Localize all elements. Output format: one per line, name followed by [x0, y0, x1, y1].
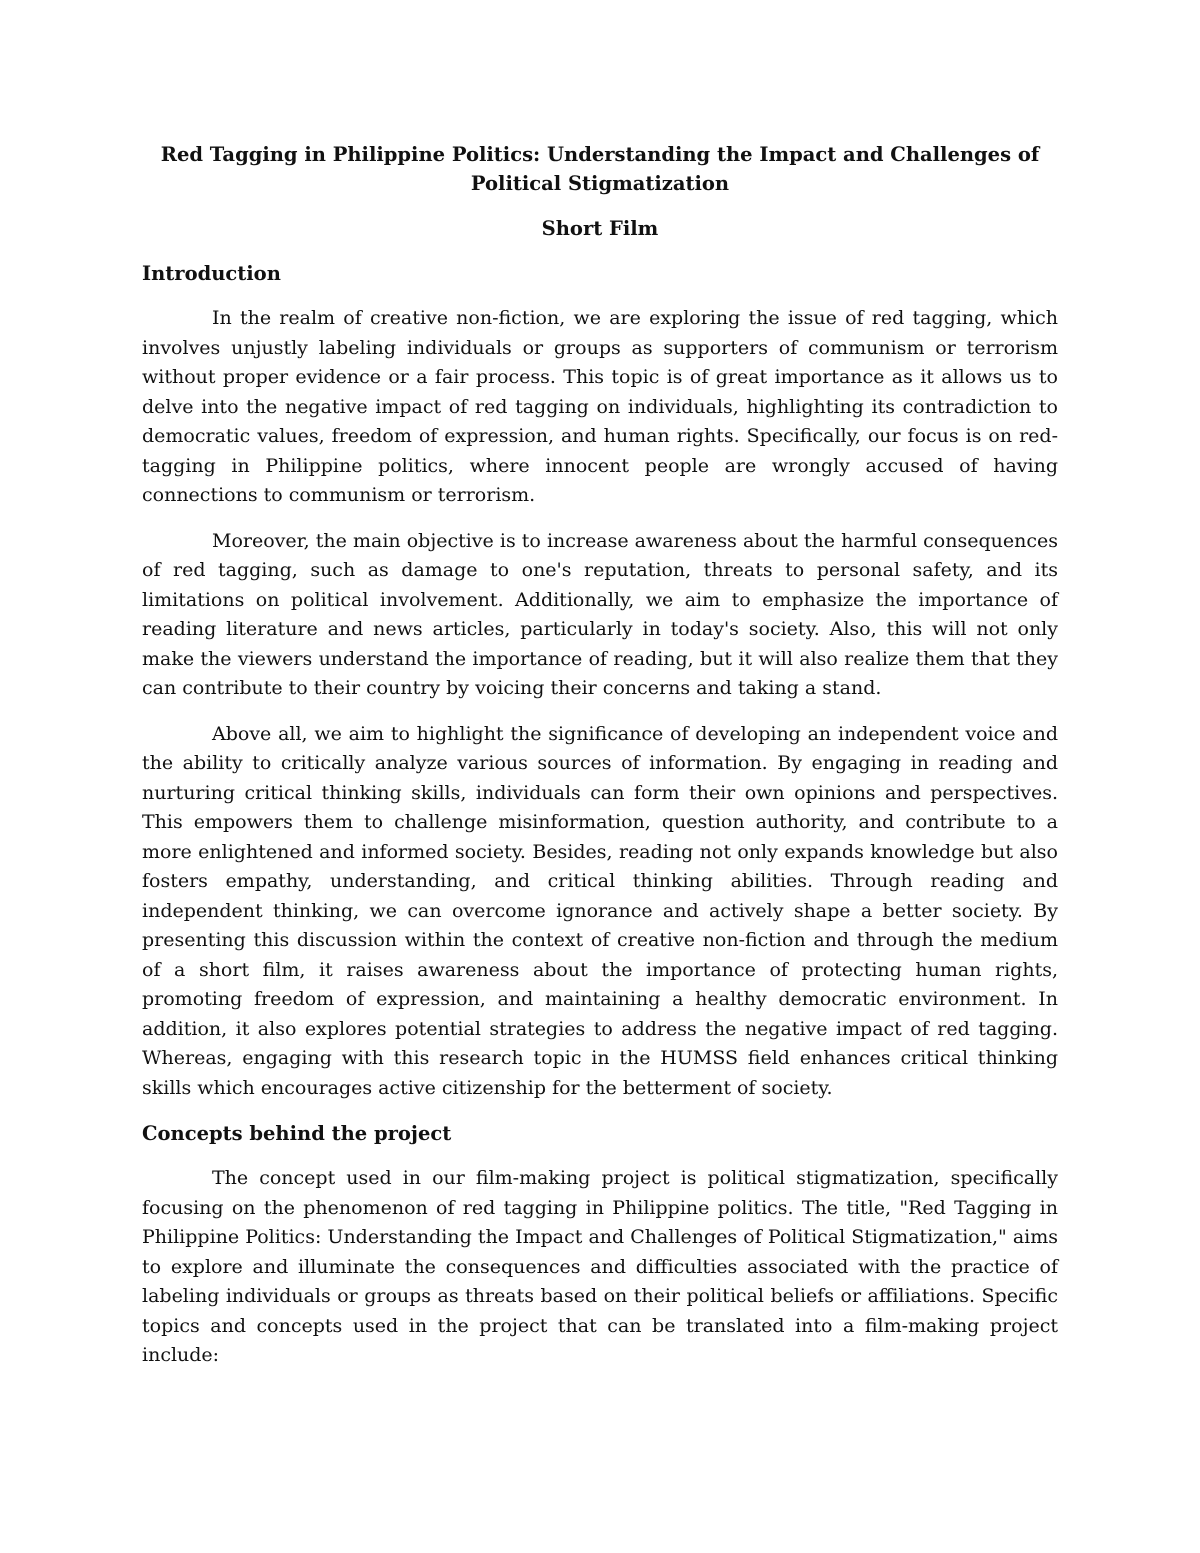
document-page	[142, 140, 1058, 1371]
paragraph: Above all, we aim to highlight the significance of developing an independent voice and the ability to critically analyze various sources of information. By engaging in reading and nurturing critical thinking skills, individuals can form their own opinions and perspectives. This empowers them to challenge misinformation, question authority, and contribute to a more enlightened and informed society. Besides, reading not only expands knowledge but also fosters empathy, understanding, and critical thinking abilities. Through reading and independent thinking, we can overcome ignorance and actively shape a better society. By presenting this discussion within the context of creative non-fiction and through the medium of a short film, it raises awareness about the importance of protecting human rights, promoting freedom of expression, and maintaining a healthy democratic environment. In addition, it also explores potential strategies to address the negative impact of red tagging. Whereas, engaging with this research topic in the HUMSS field enhances critical thinking skills which encourages active citizenship for the betterment of society.	[142, 722, 1058, 1099]
paragraph: Moreover, the main objective is to increase awareness about the harmful consequences of red tagging, such as damage to one's reputation, threats to personal safety, and its limitations on political involvement. Additionally, we aim to emphasize the importance of reading literature and news articles, particularly in today's society. Also, this will not only make the viewers understand the importance of reading, but it will also realize them that they can contribute to their country by voicing their concerns and taking a stand.	[142, 529, 1058, 699]
section-introduction	[142, 259, 1058, 1103]
paragraph: The concept used in our film-making project is political stigmatization, specifically focusing on the phenomenon of red tagging in Philippine politics. The title, "Red Tagging in Philippine Politics: Understanding the Impact and Challenges of Political Stigmatization," aims to explore and illuminate the consequences and difficulties associated with the practice of labeling individuals or groups as threats based on their political beliefs or affiliations. Specific topics and concepts used in the project that can be translated into a film-making project include:	[142, 1167, 1058, 1366]
section-concepts	[142, 1119, 1058, 1371]
document-subtitle: Short Film	[541, 217, 659, 240]
paragraph: In the realm of creative non-fiction, we are exploring the issue of red tagging, which involves unjustly labeling individuals or groups as supporters of communism or terrorism without proper evidence or a fair process. This topic is of great importance as it allows us to delve into the negative impact of red tagging on individuals, highlighting its contradiction to democratic values, freedom of expression, and human rights. Specifically, our focus is on red-tagging in Philippine politics, where innocent people are wrongly accused of having connections to communism or terrorism.	[142, 307, 1058, 506]
section-heading: Concepts behind the project	[142, 1122, 452, 1145]
document-title: Red Tagging in Philippine Politics: Understanding the Impact and Challenges of Political Stigmatization	[160, 143, 1040, 195]
section-heading: Introduction	[142, 262, 281, 285]
